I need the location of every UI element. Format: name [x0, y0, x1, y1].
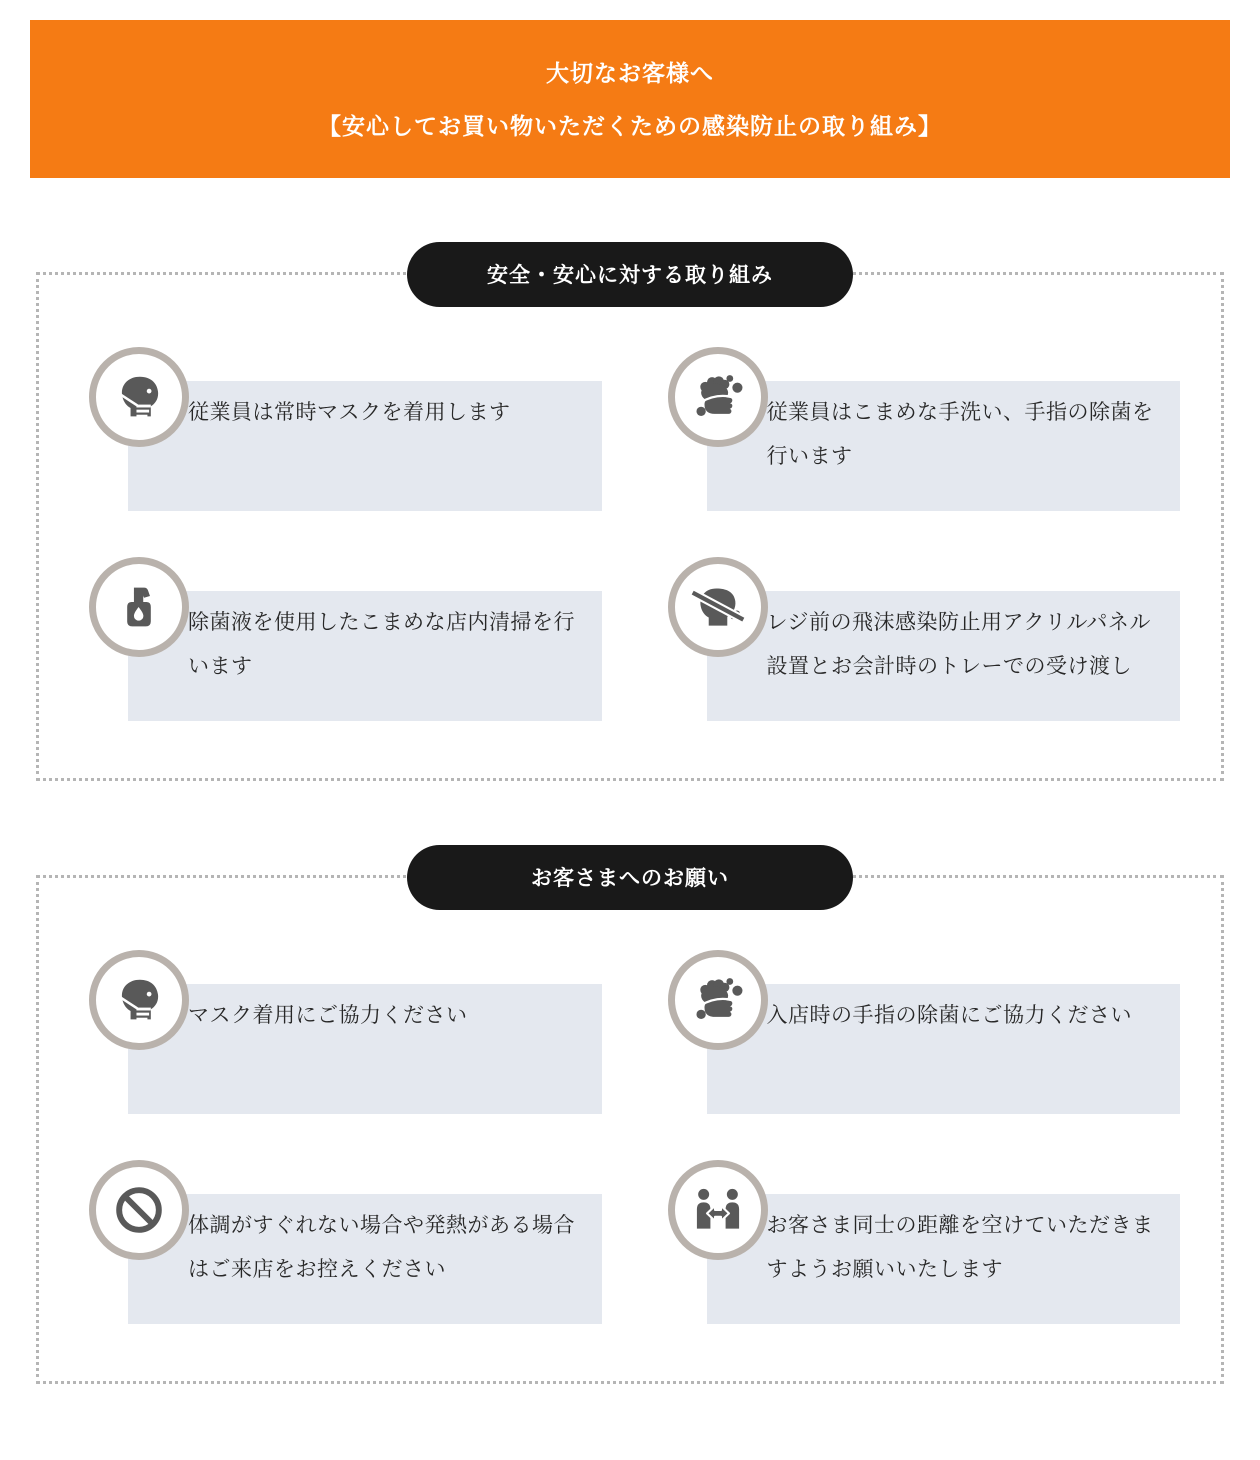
card-grid	[39, 878, 1221, 1381]
card-text: お客さま同士の距離を空けていただきますようお願いいたします	[766, 1213, 1154, 1281]
card-text: レジ前の飛沫感染防止用アクリルパネル設置とお会計時のトレーでの受け渡し	[766, 610, 1151, 678]
card-customer-sanitize	[668, 984, 1181, 1114]
card-text-box	[707, 381, 1181, 511]
sanitizer-bottle-icon	[89, 557, 189, 657]
section-badge	[407, 242, 853, 307]
card-customer-mask	[89, 984, 602, 1114]
card-text-box	[128, 591, 602, 721]
card-text: 除菌液を使用したこまめな店内清掃を行います	[188, 610, 575, 678]
card-text: 従業員は常時マスクを着用します	[188, 400, 511, 424]
hand-wash-icon	[668, 950, 768, 1050]
card-social-distance	[668, 1194, 1181, 1324]
card-text-box	[128, 984, 602, 1114]
section-badge-label: 安全・安心に対する取り組み	[487, 264, 773, 288]
card-grid	[39, 275, 1221, 778]
section-badge-label: お客さまへのお願い	[531, 867, 729, 891]
card-text-box	[707, 984, 1181, 1114]
card-staff-mask	[89, 381, 602, 511]
social-distance-icon	[668, 1160, 768, 1260]
banner-subtitle: 【安心してお買い物いただくための感染防止の取り組み】	[318, 113, 942, 140]
card-text: 従業員はこまめな手洗い、手指の除菌を行います	[766, 400, 1154, 468]
card-refrain-visit	[89, 1194, 602, 1324]
section-customer-requests	[36, 867, 1224, 1384]
card-store-cleaning	[89, 591, 602, 721]
hand-wash-icon	[668, 347, 768, 447]
card-text-box	[707, 1194, 1181, 1324]
card-text: マスク着用にご協力ください	[188, 1003, 468, 1027]
prohibition-icon	[89, 1160, 189, 1260]
mask-face-icon	[89, 950, 189, 1050]
banner-title: 大切なお客様へ	[546, 60, 714, 86]
card-text-box	[707, 591, 1181, 721]
section-safety-measures	[36, 264, 1224, 781]
card-text-box	[128, 381, 602, 511]
section-badge	[407, 845, 853, 910]
card-acrylic-panel	[668, 591, 1181, 721]
notice-page	[0, 20, 1260, 1414]
card-text: 体調がすぐれない場合や発熱がある場合はご来店をお控えください	[188, 1213, 575, 1281]
mask-face-icon	[89, 347, 189, 447]
card-staff-handwash	[668, 381, 1181, 511]
no-droplet-icon	[668, 557, 768, 657]
card-text: 入店時の手指の除菌にご協力ください	[766, 1003, 1132, 1027]
card-text-box	[128, 1194, 602, 1324]
notice-banner	[30, 20, 1230, 178]
